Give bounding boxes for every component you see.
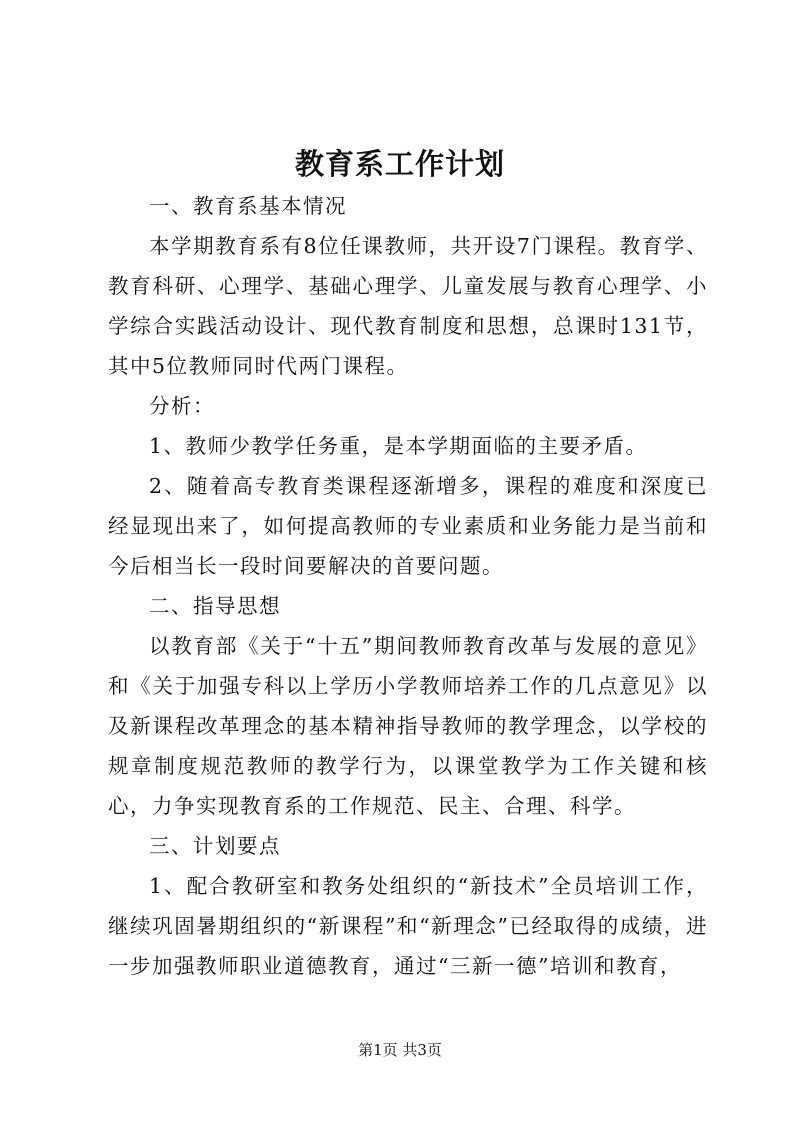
section-heading-3: 三、计划要点 bbox=[149, 834, 281, 858]
analysis-item-2: 2、随着高专教育类课程逐渐增多，课程的难度和深度已经显现出来了，如何提高教师的专业素质和业务能力是当前和今后相当长一段时间要解决的首要问题。 bbox=[108, 474, 708, 578]
paragraph-basic-situation: 本学期教育系有8位任课教师，共开设7门课程。教育学、教育科研、心理学、基础心理学、儿童发展与教育心理学、小学综合实践活动设计、现代教育制度和思想，总课时131节，其中5位教师同时代两门课程。 bbox=[108, 234, 708, 378]
document-body bbox=[108, 186, 708, 986]
analysis-item-1: 1、教师少教学任务重，是本学期面临的主要矛盾。 bbox=[149, 434, 648, 458]
paragraph-guiding-thought: 以教育部《关于“十五”期间教师教育改革与发展的意见》和《关于加强专科以上学历小学教师培养工作的几点意见》以及新课程改革理念的基本精神指导教师的教学理念，以学校的规章制度规范教师的教学行为，以课堂教学为工作关键和核心，力争实现教育系的工作规范、民主、合理、科学。 bbox=[108, 634, 708, 818]
plan-item-1: 1、配合教研室和教务处组织的“新技术”全员培训工作，继续巩固暑期组织的“新课程”和“新理念”已经取得的成绩，进一步加强教师职业道德教育，通过“三新一德”培训和教育， bbox=[108, 874, 708, 978]
page-footer: 第1页 共3页 bbox=[358, 1041, 442, 1059]
document-title: 教育系工作计划 bbox=[294, 147, 505, 181]
section-heading-1: 一、教育系基本情况 bbox=[149, 194, 347, 218]
analysis-label: 分析： bbox=[149, 394, 215, 418]
section-heading-2: 二、指导思想 bbox=[149, 594, 281, 618]
